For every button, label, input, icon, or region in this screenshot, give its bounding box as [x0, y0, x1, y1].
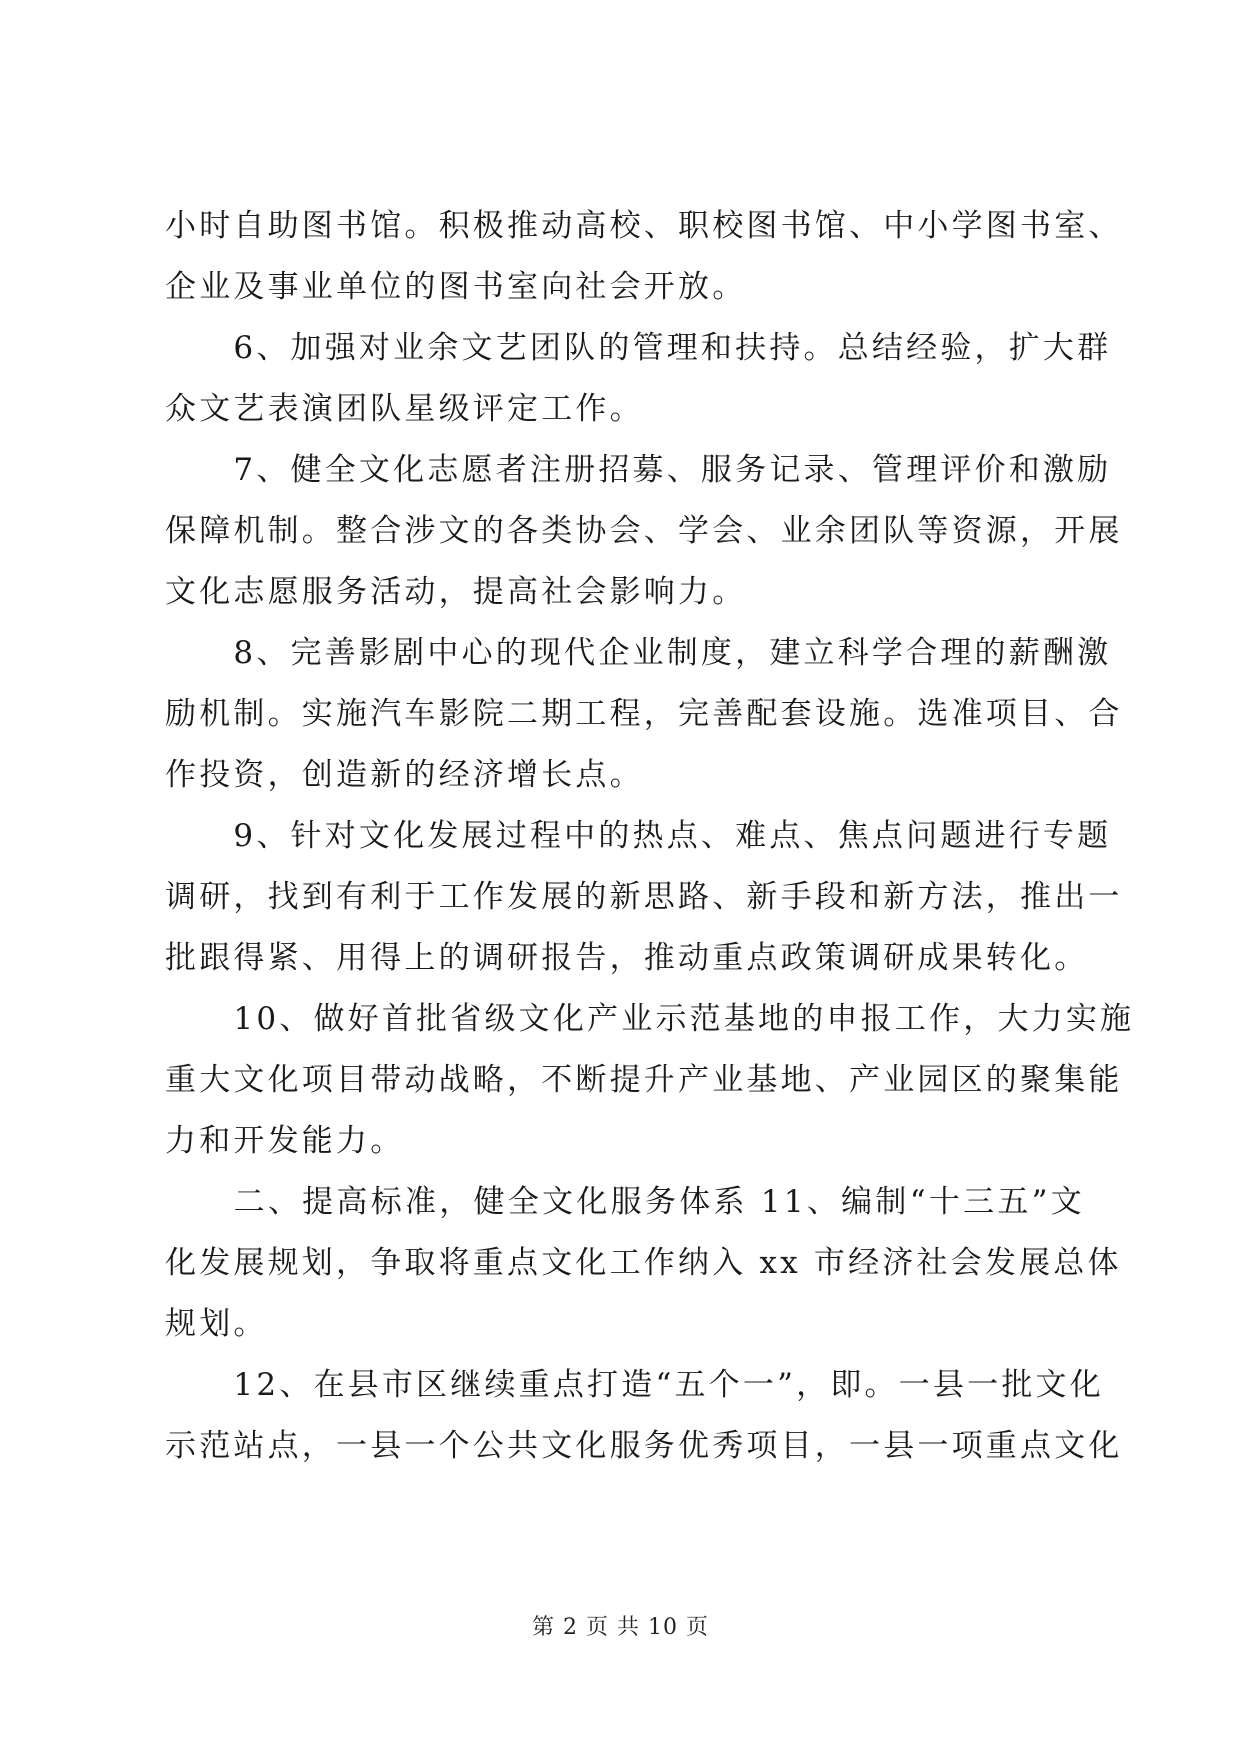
- text-line: 文化志愿服务活动，提高社会影响力。: [165, 574, 747, 610]
- page-number-footer: 第 2 页 共 10 页: [532, 1615, 709, 1640]
- text-line: 示范站点，一县一个公共文化服务优秀项目，一县一项重点文化: [165, 1428, 1123, 1464]
- text-line: 10、做好首批省级文化产业示范基地的申报工作，大力实施: [165, 1001, 1135, 1037]
- text-line: 批跟得紧、用得上的调研报告，推动重点政策调研成果转化。: [165, 940, 1089, 976]
- text-line: 12、在县市区继续重点打造“五个一”，即。一县一批文化: [165, 1367, 1104, 1403]
- text-line: 二、提高标准，健全文化服务体系 11、编制“十三五”文: [165, 1184, 1085, 1220]
- document-body: [165, 196, 1135, 1477]
- text-line: 规划。: [165, 1306, 268, 1342]
- text-line: 6、加强对业余文艺团队的管理和扶持。总结经验，扩大群: [165, 330, 1112, 366]
- text-line: 众文艺表演团队星级评定工作。: [165, 391, 644, 427]
- text-line: 重大文化项目带动战略，不断提升产业基地、产业园区的聚集能: [165, 1062, 1123, 1098]
- text-line: 9、针对文化发展过程中的热点、难点、焦点问题进行专题: [165, 818, 1112, 854]
- text-line: 8、完善影剧中心的现代企业制度，建立科学合理的薪酬激: [165, 635, 1112, 671]
- text-line: 励机制。实施汽车影院二期工程，完善配套设施。选准项目、合: [165, 696, 1123, 732]
- text-line: 7、健全文化志愿者注册招募、服务记录、管理评价和激励: [165, 452, 1112, 488]
- text-line: 化发展规划，争取将重点文化工作纳入 xx 市经济社会发展总体: [165, 1245, 1122, 1281]
- text-line: 作投资，创造新的经济增长点。: [165, 757, 644, 793]
- text-line: 保障机制。整合涉文的各类协会、学会、业余团队等资源，开展: [165, 513, 1123, 549]
- text-line: 企业及事业单位的图书室向社会开放。: [165, 269, 747, 305]
- text-line: 调研，找到有利于工作发展的新思路、新手段和新方法，推出一: [165, 879, 1123, 915]
- text-line: 小时自助图书馆。积极推动高校、职校图书馆、中小学图书室、: [165, 208, 1123, 244]
- text-line: 力和开发能力。: [165, 1123, 405, 1159]
